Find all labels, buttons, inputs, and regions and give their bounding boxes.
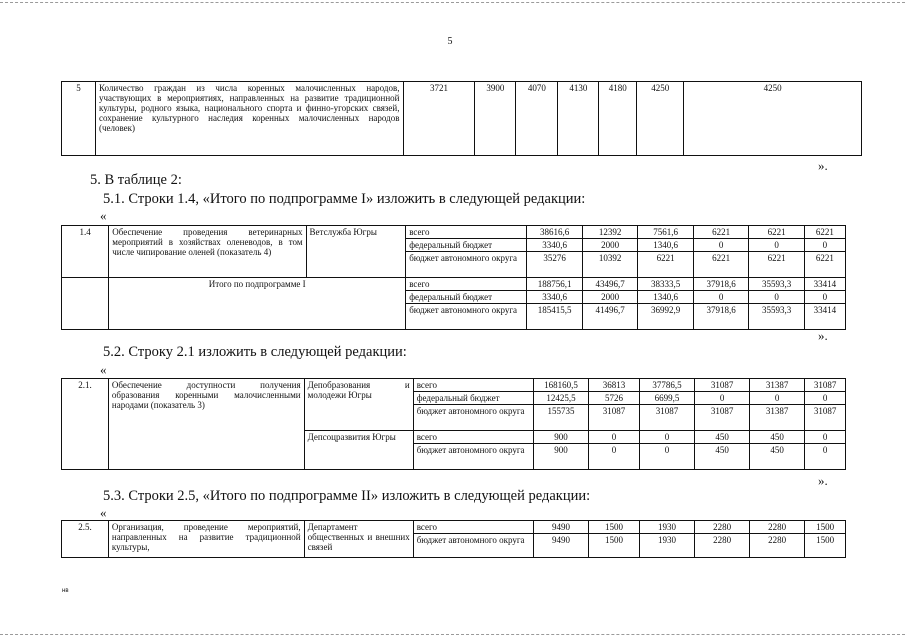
value-cell: 0: [589, 444, 640, 470]
value-cell: 35593,3: [749, 304, 804, 330]
executor-text: Депсоцразвития Югры: [304, 431, 413, 470]
row-number: 2.5.: [62, 521, 109, 558]
footer-mark: нв: [62, 588, 69, 594]
section-heading: 5.3. Строки 2.5, «Итого по подпрограмме II» изложить в следующей редакции:: [103, 488, 591, 504]
value-cell: 0: [804, 239, 845, 252]
value-cell: 450: [695, 431, 750, 444]
source-label: федеральный бюджет: [413, 392, 533, 405]
value-cell: 2000: [582, 291, 637, 304]
value-cell: 6221: [693, 226, 748, 239]
value-cell: 3340,6: [527, 291, 582, 304]
value-cell: 0: [695, 392, 750, 405]
source-label: всего: [406, 278, 527, 291]
value-cell: 900: [534, 444, 589, 470]
close-quote: ».: [818, 473, 828, 488]
open-quote: «: [100, 208, 107, 223]
value-cell: 0: [805, 431, 846, 444]
section-heading: 5.2. Строку 2.1 изложить в следующей редакции:: [103, 344, 407, 360]
value-cell: 168160,5: [534, 379, 589, 392]
value-cell: 35593,3: [749, 278, 804, 291]
executor-text: Ветслужба Югры: [306, 226, 406, 278]
value-cell: 1500: [805, 521, 846, 534]
value-cell: 35276: [527, 252, 582, 278]
value-cell: 7561,6: [638, 226, 693, 239]
value-cell: 450: [750, 444, 805, 470]
close-quote: ».: [818, 158, 828, 173]
value-cell: 1340,6: [638, 291, 693, 304]
activity-text: Организация, проведение мероприятий, направленных на развитие традиционной культуры,: [108, 521, 304, 558]
executor-text: Депобразования и молодежи Югры: [304, 379, 413, 431]
value-cell: 0: [640, 431, 695, 444]
value-cell: 31087: [695, 379, 750, 392]
value-cell: 0: [805, 444, 846, 470]
section-heading: 5.1. Строки 1.4, «Итого по подпрограмме I» изложить в следующей редакции:: [103, 191, 586, 207]
value-cell: 0: [693, 291, 748, 304]
value-cell: 3721: [403, 82, 475, 156]
source-label: бюджет автономного округа: [413, 534, 533, 558]
total-label: Итого по подпрограмме I: [109, 278, 406, 330]
value-cell: 6221: [749, 226, 804, 239]
value-cell: 1340,6: [638, 239, 693, 252]
source-label: федеральный бюджет: [406, 239, 527, 252]
value-cell: 2000: [582, 239, 637, 252]
executor-text: Департамент общественных и внешних связей: [304, 521, 413, 558]
value-cell: 1500: [589, 521, 640, 534]
value-cell: 1930: [640, 521, 695, 534]
value-cell: 31387: [750, 379, 805, 392]
value-cell: 0: [804, 291, 845, 304]
value-cell: 0: [805, 392, 846, 405]
value-cell: 4130: [558, 82, 599, 156]
value-cell: 3900: [475, 82, 516, 156]
source-label: всего: [406, 226, 527, 239]
open-quote: «: [100, 362, 107, 377]
value-cell: 1500: [589, 534, 640, 558]
value-cell: 31087: [640, 405, 695, 431]
value-cell: 0: [749, 291, 804, 304]
value-cell: 12425,5: [534, 392, 589, 405]
value-cell: 33414: [804, 278, 845, 291]
value-cell: 6221: [693, 252, 748, 278]
open-quote: «: [100, 505, 107, 520]
value-cell: 36992,9: [638, 304, 693, 330]
value-cell: 185415,5: [527, 304, 582, 330]
value-cell: 3340,6: [527, 239, 582, 252]
value-cell: 38616,6: [527, 226, 582, 239]
source-label: бюджет автономного округа: [413, 405, 533, 431]
value-cell: 900: [534, 431, 589, 444]
row-number: 5: [62, 82, 96, 156]
value-cell: 6221: [638, 252, 693, 278]
source-label: всего: [413, 379, 533, 392]
value-cell: 0: [693, 239, 748, 252]
value-cell: 9490: [534, 521, 589, 534]
value-cell: 0: [749, 239, 804, 252]
value-cell: 1930: [640, 534, 695, 558]
value-cell: 0: [750, 392, 805, 405]
value-cell: 2280: [750, 521, 805, 534]
blank-cell: [62, 278, 109, 330]
value-cell: 31087: [805, 379, 846, 392]
value-cell: 6221: [804, 226, 845, 239]
source-label: всего: [413, 521, 533, 534]
activity-text: Обеспечение доступности получения образования коренными малочисленными народами (показатель 3): [108, 379, 304, 470]
value-cell: 4250: [637, 82, 684, 156]
value-cell: 31087: [695, 405, 750, 431]
value-cell: 37918,6: [693, 304, 748, 330]
value-cell: 2280: [695, 534, 750, 558]
value-cell: 5726: [589, 392, 640, 405]
source-label: бюджет автономного округа: [406, 252, 527, 278]
source-label: бюджет автономного округа: [406, 304, 527, 330]
indicator-text: Количество граждан из числа коренных малочисленных народов, участвующих в мероприятиях, направленных на развитие традиционной культуры, родного языка, национального спорта и финно-угорских связей, сохранение культурного наследия коренных малочисленных народов (человек): [95, 82, 403, 156]
value-cell: 31087: [805, 405, 846, 431]
value-cell: 2280: [695, 521, 750, 534]
section-heading: 5. В таблице 2:: [90, 172, 182, 188]
scan-bottom-edge: [0, 634, 905, 635]
value-cell: 31087: [589, 405, 640, 431]
table-row-2-5: [61, 520, 846, 558]
value-cell: 2280: [750, 534, 805, 558]
value-cell: 0: [640, 444, 695, 470]
value-cell: 31387: [750, 405, 805, 431]
table-row-1-4: [61, 225, 846, 330]
value-cell: 36813: [589, 379, 640, 392]
scan-top-edge: [0, 2, 905, 3]
value-cell: 43496,7: [582, 278, 637, 291]
close-quote: ».: [818, 328, 828, 343]
value-cell: 4070: [516, 82, 558, 156]
value-cell: 1500: [805, 534, 846, 558]
value-cell: 6221: [804, 252, 845, 278]
value-cell: 4180: [599, 82, 637, 156]
source-label: бюджет автономного округа: [413, 444, 533, 470]
source-label: всего: [413, 431, 533, 444]
source-label: федеральный бюджет: [406, 291, 527, 304]
value-cell: 38333,5: [638, 278, 693, 291]
value-cell: 12392: [582, 226, 637, 239]
table-row-2-1: [61, 378, 846, 470]
row-number: 2.1.: [62, 379, 109, 470]
value-cell: 155735: [534, 405, 589, 431]
value-cell: 33414: [804, 304, 845, 330]
value-cell: 188756,1: [527, 278, 582, 291]
final-value-cell: 4250: [684, 82, 862, 156]
value-cell: 41496,7: [582, 304, 637, 330]
value-cell: 6699,5: [640, 392, 695, 405]
value-cell: 6221: [749, 252, 804, 278]
value-cell: 10392: [582, 252, 637, 278]
value-cell: 450: [695, 444, 750, 470]
value-cell: 450: [750, 431, 805, 444]
value-cell: 37786,5: [640, 379, 695, 392]
activity-text: Обеспечение проведения ветеринарных мероприятий в хозяйствах оленеводов, в том числе чипирование оленей (показатель 4): [109, 226, 306, 278]
value-cell: 37918,6: [693, 278, 748, 291]
value-cell: 9490: [534, 534, 589, 558]
table-row-5: [61, 81, 862, 156]
row-number: 1.4: [62, 226, 109, 278]
page-number: 5: [447, 36, 453, 47]
value-cell: 0: [589, 431, 640, 444]
